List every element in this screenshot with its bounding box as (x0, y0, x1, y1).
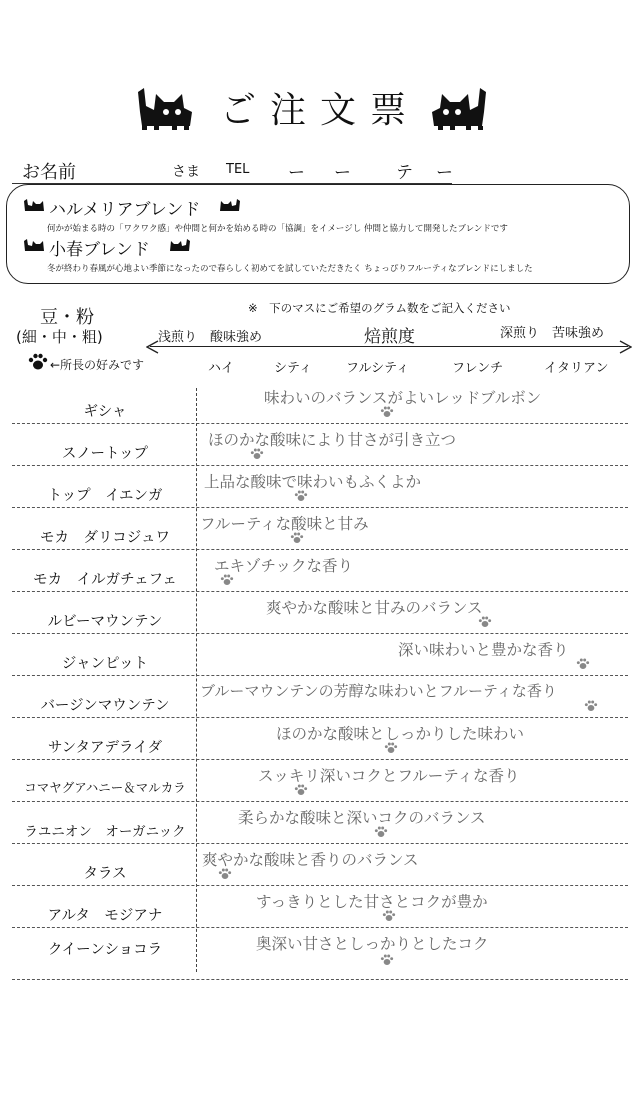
gram-note: ※ 下のマスにご希望のグラム数をご記入ください (248, 301, 511, 315)
blend-1-title: ハルメリアブレンド (49, 200, 201, 220)
blend-1-desc: 何かが始まる時の「ワクワク感」や仲間と何かを始める時の「協調」をイメージし 仲間と協力して開発したブレンドです (47, 224, 508, 234)
bean-name[interactable]: トップ イエンガ (47, 488, 163, 504)
level-high: ハイ (208, 361, 235, 376)
table-row (12, 634, 628, 676)
paw-icon (220, 574, 234, 586)
paw-icon (294, 490, 308, 502)
level-full-city: フルシティ (346, 361, 410, 376)
roast-arrow (150, 346, 628, 348)
bean-name[interactable]: アルタ モジアナ (47, 908, 163, 924)
table-row (12, 718, 628, 760)
paw-icon (28, 353, 48, 371)
arrow-right-head (618, 340, 632, 354)
table-row (12, 844, 628, 886)
table-row (12, 466, 628, 508)
tel-dash-3: ー (436, 163, 453, 183)
table-row (12, 508, 628, 550)
paw-icon (478, 616, 492, 628)
name-label: お名前 (22, 162, 76, 183)
bean-taste: 奥深い甘さとしっかりとしたコク (256, 935, 489, 953)
table-row (12, 550, 628, 592)
arrow-left-head (146, 340, 160, 354)
black-cat-right-icon (428, 86, 490, 130)
paw-icon (380, 954, 394, 966)
sama-label: さま (172, 164, 200, 180)
bean-name[interactable]: コマヤグアハニー＆マルカラ (24, 780, 186, 795)
bean-taste: ほのかな酸味により甘さが引き立つ (208, 431, 457, 449)
blend-info-box (6, 184, 630, 284)
level-italian: イタリアン (544, 361, 609, 376)
paw-icon (384, 742, 398, 754)
bean-taste: 深い味わいと豊かな香り (398, 641, 569, 659)
bean-taste: ブルーマウンテンの芳醇な味わいとフルーティな香り (200, 682, 557, 700)
paw-icon (584, 700, 598, 712)
bean-taste: 上品な酸味で味わいもふくよか (204, 473, 422, 491)
tel-dash-2: ー (334, 163, 351, 183)
customer-info-row (18, 158, 628, 184)
tel-dash-1: ー (288, 163, 305, 183)
small-cat-icon (23, 239, 45, 253)
dark-roast-label: 深煎り 苦味強め (500, 326, 605, 341)
bean-name[interactable]: モカ ダリコジュワ (40, 530, 170, 546)
paw-icon (576, 658, 590, 670)
bean-name[interactable]: タラス (83, 866, 127, 882)
light-roast-label: 浅煎り 酸味強め (158, 330, 263, 345)
bean-name[interactable]: バージンマウンテン (40, 698, 170, 714)
paw-icon (294, 784, 308, 796)
level-city: シティ (274, 361, 312, 376)
bean-taste: 爽やかな酸味と甘みのバランス (266, 599, 483, 617)
small-cat-icon (23, 199, 45, 213)
page-title: ご注文票 (219, 90, 420, 131)
bean-name[interactable]: モカ イルガチェフェ (33, 572, 177, 588)
table-row (12, 676, 628, 718)
roast-label: 焙煎度 (364, 327, 415, 347)
owner-pref-note: ←所長の好みです (50, 358, 145, 372)
table-row (12, 760, 628, 802)
table-row (12, 928, 628, 980)
bean-taste: スッキリ深いコクとフルーティな香り (258, 767, 520, 785)
paw-icon (218, 868, 232, 880)
table-row (12, 886, 628, 928)
bean-taste: すっきりとした甘さとコクが豊か (256, 893, 488, 911)
bean-name[interactable]: ギシャ (83, 404, 127, 420)
grind-label: (細・中・粗) (16, 328, 103, 346)
blend-2-title: 小春ブレンド (49, 240, 150, 260)
paw-icon (380, 406, 394, 418)
bean-taste: ほのかな酸味としっかりした味わい (276, 725, 525, 743)
bean-name[interactable]: ルビーマウンテン (47, 614, 163, 630)
bean-taste: フルーティな酸味と甘み (200, 515, 369, 533)
small-cat-icon (169, 239, 191, 253)
bean-name[interactable]: サンタアデライダ (47, 740, 163, 756)
bean-name[interactable]: ジャンピット (61, 656, 149, 672)
bean-taste: 柔らかな酸味と深いコクのバランス (238, 809, 486, 827)
level-french: フレンチ (452, 361, 504, 376)
bean-name[interactable]: クイーンショコラ (47, 942, 163, 958)
te-label: テ (396, 163, 413, 183)
paw-icon (250, 448, 264, 460)
paw-icon (374, 826, 388, 838)
table-row (12, 802, 628, 844)
bean-taste: エキゾチックな香り (214, 557, 354, 575)
bean-taste: 爽やかな酸味と香りのバランス (202, 851, 419, 869)
bean-name[interactable]: スノートップ (61, 446, 149, 462)
bean-name[interactable]: ラユニオン オーガニック (24, 824, 186, 840)
tel-label: TEL (226, 162, 250, 177)
bean-taste: 味わいのバランスがよいレッドブルボン (264, 389, 542, 407)
small-cat-icon (219, 199, 241, 213)
table-row (12, 382, 628, 424)
table-row (12, 424, 628, 466)
blend-2-desc: 冬が終わり春風が心地よい季節になったので春らしく初めてを試していただきたく ちょっぴりフルーティなブレンドにしました (47, 264, 533, 274)
table-row (12, 592, 628, 634)
bean-label: 豆・粉 (40, 307, 94, 328)
paw-icon (290, 532, 304, 544)
paw-icon (382, 910, 396, 922)
